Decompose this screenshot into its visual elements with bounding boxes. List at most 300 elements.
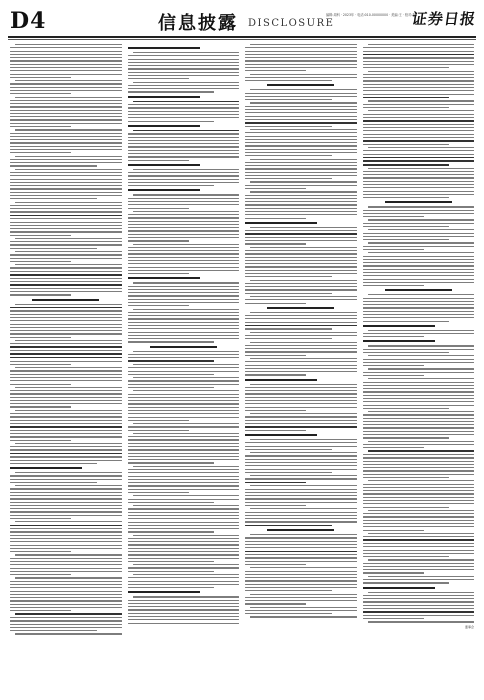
text-line <box>128 479 240 480</box>
text-line <box>10 597 122 598</box>
text-line <box>10 149 122 150</box>
column-2 <box>128 44 240 690</box>
text-line <box>10 624 122 625</box>
text-line <box>363 57 475 58</box>
text-paragraph <box>10 97 122 128</box>
text-line <box>245 119 357 120</box>
section-heading <box>267 307 334 309</box>
text-paragraph <box>128 364 240 375</box>
text-line <box>250 44 357 45</box>
text-line <box>15 443 122 444</box>
text-line <box>363 405 475 406</box>
text-line <box>250 342 357 343</box>
text-line <box>368 147 475 148</box>
text-line <box>245 613 332 614</box>
text-line <box>245 551 357 553</box>
text-line <box>245 96 357 97</box>
text-line <box>128 371 240 372</box>
text-line <box>128 286 240 287</box>
text-paragraph <box>245 379 357 411</box>
text-line <box>133 377 240 378</box>
text-line <box>368 576 475 577</box>
text-line <box>10 430 122 431</box>
text-line <box>128 185 215 186</box>
text-paragraph <box>128 189 240 208</box>
text-line <box>245 502 357 503</box>
text-line <box>363 97 450 99</box>
text-line <box>363 120 475 122</box>
text-line <box>363 259 475 260</box>
text-line <box>10 244 122 245</box>
text-line <box>128 531 215 532</box>
text-line <box>245 136 357 137</box>
text-line <box>245 185 357 186</box>
text-line <box>133 596 240 597</box>
text-line <box>10 188 122 189</box>
text-line <box>10 90 122 91</box>
text-line <box>10 123 122 124</box>
text-line <box>245 390 357 391</box>
text-line <box>10 346 122 348</box>
text-paragraph <box>128 96 240 122</box>
text-line <box>10 330 122 331</box>
text-line <box>245 478 357 479</box>
text-line <box>128 492 189 493</box>
text-line <box>368 368 475 369</box>
text-line <box>10 492 122 493</box>
text-line <box>363 307 475 308</box>
text-line <box>128 587 215 588</box>
text-paragraph <box>128 564 240 572</box>
text-line <box>363 64 475 65</box>
text-line <box>10 604 122 605</box>
text-line <box>15 129 122 130</box>
text-line <box>363 454 475 455</box>
text-line <box>128 273 189 274</box>
text-line <box>245 371 357 372</box>
text-line <box>10 83 122 84</box>
text-line <box>363 104 475 105</box>
text-line <box>245 218 306 219</box>
text-line <box>245 211 357 212</box>
text-line <box>128 208 189 209</box>
text-line <box>245 243 306 244</box>
text-line <box>245 455 357 456</box>
text-paragraph <box>245 567 357 591</box>
text-line <box>10 271 122 272</box>
text-line <box>128 522 240 523</box>
text-line <box>128 85 240 86</box>
text-line <box>245 253 357 254</box>
text-line <box>10 403 122 404</box>
text-line <box>10 175 122 176</box>
text-line <box>245 512 357 513</box>
text-line <box>15 633 122 634</box>
text-line <box>128 133 240 134</box>
text-paragraph <box>363 355 475 366</box>
text-paragraph <box>128 125 240 161</box>
text-line <box>368 510 475 511</box>
text-paragraph <box>10 202 122 236</box>
text-line <box>10 630 97 631</box>
text-line <box>128 512 240 513</box>
text-line <box>363 216 424 217</box>
text-line <box>128 111 240 112</box>
text-line <box>363 74 475 75</box>
text-line <box>363 304 475 305</box>
text-line <box>128 117 240 118</box>
text-paragraph <box>245 342 357 356</box>
text-line <box>245 544 357 545</box>
text-line <box>10 110 122 111</box>
text-line <box>128 502 215 503</box>
text-line <box>363 157 475 159</box>
text-line <box>128 485 240 486</box>
text-line <box>15 485 122 486</box>
text-line <box>363 223 475 224</box>
text-line <box>245 263 357 264</box>
text-line <box>128 584 240 585</box>
text-line <box>128 397 240 398</box>
text-line <box>128 554 240 555</box>
text-paragraph <box>245 280 357 294</box>
text-paragraph <box>363 441 475 449</box>
text-line <box>10 617 122 618</box>
text-line <box>245 590 332 591</box>
text-line <box>245 397 357 398</box>
text-line <box>133 52 240 53</box>
text-line <box>128 525 240 526</box>
text-line <box>15 169 122 170</box>
text-line <box>133 433 240 434</box>
text-paragraph <box>10 264 122 295</box>
text-paragraph <box>128 433 240 464</box>
text-line <box>128 68 240 69</box>
text-line <box>128 260 240 261</box>
text-line <box>10 364 71 365</box>
text-paragraph <box>363 533 475 557</box>
text-line <box>15 521 122 522</box>
text-line <box>250 358 357 359</box>
text-line <box>363 171 475 172</box>
text-line <box>128 616 240 617</box>
text-line <box>10 406 71 407</box>
text-line <box>245 303 306 304</box>
text-paragraph <box>363 201 475 217</box>
text-line <box>10 518 71 519</box>
text-paragraph <box>128 309 240 343</box>
text-line <box>128 114 240 115</box>
text-line <box>10 211 122 212</box>
text-line <box>15 304 122 305</box>
text-line <box>245 270 357 271</box>
text-line <box>245 109 357 110</box>
text-line <box>363 352 450 353</box>
text-line <box>363 236 475 237</box>
text-line <box>10 482 97 483</box>
text-line <box>368 533 475 534</box>
text-line <box>128 59 240 60</box>
text-line <box>10 225 122 226</box>
text-paragraph <box>245 159 357 180</box>
text-line <box>128 613 240 614</box>
text-line <box>128 413 240 414</box>
text-line <box>10 475 122 476</box>
text-paragraph <box>10 299 122 338</box>
text-line <box>363 130 475 131</box>
text-line <box>245 420 357 421</box>
text-line <box>363 477 450 478</box>
text-line <box>10 278 122 279</box>
text-line <box>10 370 122 371</box>
text-line <box>128 436 240 437</box>
text-line <box>10 185 122 186</box>
text-line <box>363 431 475 432</box>
text-line <box>245 145 357 146</box>
text-line <box>245 574 357 575</box>
text-line <box>10 241 122 242</box>
text-paragraph <box>363 168 475 199</box>
text-paragraph <box>128 82 240 93</box>
text-line <box>363 187 475 188</box>
text-line <box>245 518 357 519</box>
text-line <box>368 100 475 101</box>
text-line <box>10 380 122 381</box>
text-line <box>128 558 240 559</box>
text-line <box>133 423 240 424</box>
text-line <box>363 414 475 415</box>
text-line <box>245 57 357 58</box>
text-line <box>250 332 357 333</box>
section-title-cn: 信息披露 <box>158 13 238 34</box>
text-line <box>128 403 240 404</box>
article-columns <box>10 44 474 690</box>
section-heading <box>10 467 82 469</box>
section-heading <box>267 529 334 531</box>
text-line <box>10 179 122 180</box>
text-line <box>128 426 240 427</box>
text-line <box>250 191 357 192</box>
text-line <box>368 294 475 295</box>
text-paragraph <box>245 475 357 483</box>
text-line <box>245 492 357 493</box>
text-line <box>128 577 240 578</box>
text-line <box>15 387 122 388</box>
text-line <box>10 350 122 351</box>
section-heading <box>245 434 317 436</box>
text-line <box>128 182 240 183</box>
text-line <box>363 47 475 48</box>
text-line <box>250 534 357 535</box>
text-line <box>245 112 357 113</box>
text-line <box>250 567 357 568</box>
text-line <box>368 411 475 412</box>
text-line <box>250 227 357 228</box>
text-line <box>128 394 240 395</box>
text-line <box>363 523 475 524</box>
text-line <box>10 584 122 585</box>
text-line <box>363 385 475 386</box>
text-paragraph <box>245 452 357 473</box>
text-line <box>363 317 475 318</box>
text-line <box>363 80 475 81</box>
text-line <box>128 253 240 254</box>
text-line <box>245 126 332 127</box>
text-line <box>245 172 357 173</box>
text-line <box>10 261 71 262</box>
text-line <box>15 410 122 411</box>
text-line <box>128 62 240 63</box>
text-line <box>245 289 357 290</box>
text-line <box>133 535 240 536</box>
text-paragraph <box>128 423 240 431</box>
text-line <box>128 65 240 66</box>
text-line <box>128 302 240 303</box>
text-line <box>363 301 475 302</box>
text-line <box>10 172 122 173</box>
text-line <box>128 338 240 339</box>
text-paragraph <box>245 247 357 278</box>
text-line <box>10 337 71 338</box>
text-paragraph <box>128 47 240 79</box>
text-line <box>10 136 122 137</box>
text-line <box>15 577 122 578</box>
text-paragraph <box>245 129 357 156</box>
text-line <box>245 541 357 542</box>
text-line <box>245 338 332 339</box>
text-line <box>128 360 215 362</box>
section-heading <box>128 277 200 279</box>
text-line <box>128 295 240 296</box>
text-line <box>363 611 475 613</box>
text-line <box>363 191 475 192</box>
section-heading <box>32 299 99 301</box>
text-line <box>363 618 424 619</box>
text-line <box>250 508 357 509</box>
text-line <box>245 237 357 238</box>
text-line <box>128 417 240 418</box>
text-line <box>128 453 240 454</box>
text-line <box>10 288 122 289</box>
text-paragraph <box>128 591 240 623</box>
text-line <box>245 610 357 611</box>
text-line <box>245 257 357 258</box>
text-paragraph <box>245 102 357 126</box>
text-line <box>128 357 240 358</box>
text-line <box>10 70 122 71</box>
text-line <box>133 364 240 365</box>
text-line <box>128 335 240 336</box>
text-paragraph <box>245 222 357 245</box>
text-line <box>10 574 71 575</box>
text-line <box>245 365 357 366</box>
masthead-rule-thin <box>8 39 476 40</box>
text-line <box>10 126 71 127</box>
text-line <box>15 238 122 239</box>
masthead-rule <box>8 36 476 38</box>
text-line <box>128 341 215 342</box>
text-line <box>245 204 357 205</box>
text-line <box>363 140 475 142</box>
text-line <box>128 515 240 516</box>
text-line <box>10 320 122 321</box>
text-line <box>10 47 122 48</box>
text-line <box>245 77 357 78</box>
text-line <box>15 472 122 473</box>
text-paragraph <box>128 466 240 493</box>
text-line <box>245 139 357 140</box>
text-line <box>128 267 240 268</box>
text-line <box>10 456 122 457</box>
text-paragraph <box>363 559 475 573</box>
text-line <box>10 248 97 249</box>
text-line <box>245 416 357 417</box>
text-line <box>363 321 450 322</box>
text-line <box>128 459 240 460</box>
text-line <box>363 124 475 125</box>
text-line <box>10 571 122 572</box>
text-paragraph <box>245 307 357 330</box>
text-line <box>128 407 240 408</box>
text-paragraph <box>128 277 240 306</box>
text-line <box>245 603 306 604</box>
text-line <box>128 482 240 483</box>
text-line <box>245 521 357 522</box>
text-line <box>10 498 122 499</box>
text-line <box>10 413 122 414</box>
text-paragraph <box>10 156 122 167</box>
text-line <box>363 265 475 266</box>
text-paragraph <box>10 613 122 631</box>
text-paragraph <box>363 411 475 438</box>
text-line <box>15 264 122 265</box>
newspaper-logo: 证券日报 <box>410 10 478 28</box>
text-line <box>10 423 122 424</box>
text-line <box>363 372 475 373</box>
text-line <box>245 116 357 117</box>
section-heading <box>385 201 452 203</box>
text-line <box>128 224 240 225</box>
text-line <box>363 447 424 448</box>
text-line <box>10 57 122 58</box>
text-line <box>128 567 240 568</box>
text-line <box>363 311 475 312</box>
text-line <box>245 250 357 251</box>
text-line <box>363 239 450 240</box>
text-line <box>10 600 122 601</box>
text-line <box>363 536 475 537</box>
text-line <box>363 127 475 128</box>
text-line <box>363 484 475 485</box>
text-line <box>245 393 357 394</box>
text-line <box>245 260 357 261</box>
text-line <box>10 231 122 232</box>
column-3 <box>245 44 357 690</box>
text-line <box>128 561 215 562</box>
text-line <box>245 355 306 356</box>
text-line <box>133 194 240 195</box>
text-line <box>128 237 240 238</box>
text-line <box>128 508 240 509</box>
text-line <box>245 361 357 362</box>
text-line <box>368 242 475 243</box>
text-line <box>133 211 240 212</box>
text-line <box>368 110 475 111</box>
text-line <box>250 74 357 75</box>
text-line <box>128 354 240 355</box>
text-line <box>133 309 240 310</box>
text-paragraph <box>128 535 240 562</box>
